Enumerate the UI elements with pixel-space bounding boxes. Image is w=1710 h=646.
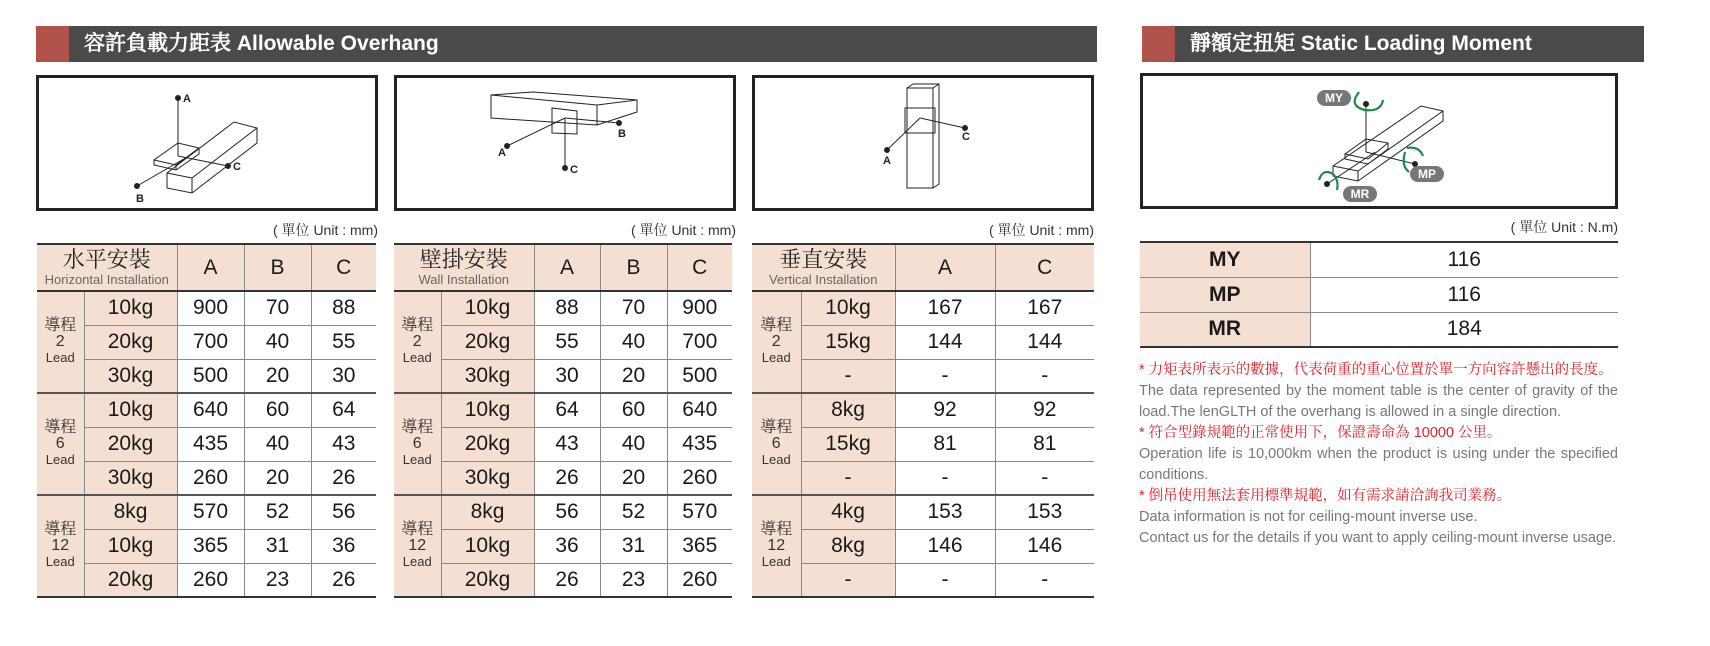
value-cell: 700	[177, 325, 244, 359]
table-row	[37, 291, 376, 325]
load-cell: 20kg	[84, 563, 177, 597]
value-cell: 500	[667, 359, 732, 393]
table-row	[752, 563, 1094, 597]
value-cell: 365	[667, 529, 732, 563]
lead-cell: 導程 6 Lead	[394, 393, 441, 495]
load-cell: 30kg	[441, 359, 534, 393]
moment-label: MP	[1140, 277, 1310, 312]
load-cell: 10kg	[441, 393, 534, 427]
moment-table	[1140, 241, 1618, 348]
value-cell: 88	[311, 291, 376, 325]
value-cell: 31	[244, 529, 311, 563]
lead-cell: 導程 6 Lead	[752, 393, 801, 495]
value-cell: 167	[995, 291, 1094, 325]
value-cell: 43	[534, 427, 600, 461]
lead-cell: 導程 2 Lead	[37, 291, 84, 393]
unit-label: ( 單位 Unit : mm)	[989, 222, 1094, 238]
value-cell: 70	[244, 291, 311, 325]
moment-diagram	[1140, 73, 1618, 209]
load-cell: 30kg	[84, 461, 177, 495]
moment-label: MY	[1140, 242, 1310, 277]
value-cell: 20	[600, 461, 667, 495]
value-cell: -	[995, 359, 1094, 393]
value-cell: 40	[600, 325, 667, 359]
overhang-title: 容許負載力距表 Allowable Overhang	[84, 32, 439, 55]
value-cell: 146	[995, 529, 1094, 563]
value-cell: 900	[667, 291, 732, 325]
moment-row	[1140, 312, 1618, 347]
load-cell: 20kg	[441, 563, 534, 597]
label-c: C	[962, 131, 970, 143]
note-en: The data represented by the moment table is the center of gravity of the load.The lenGLTH of the overhang is allowed in a single direction.	[1139, 383, 1618, 420]
load-cell: 20kg	[84, 427, 177, 461]
value-cell: 144	[895, 325, 995, 359]
column-header: A	[177, 244, 244, 291]
value-cell: 36	[534, 529, 600, 563]
value-cell: 260	[667, 461, 732, 495]
value-cell: 900	[177, 291, 244, 325]
value-cell: -	[995, 563, 1094, 597]
svg-text:MR: MR	[1350, 187, 1370, 201]
label-c: C	[233, 161, 241, 173]
moment-section-header	[1142, 26, 1644, 62]
table-row	[37, 495, 376, 529]
value-cell: 153	[995, 495, 1094, 529]
value-cell: 570	[177, 495, 244, 529]
column-header: B	[244, 244, 311, 291]
value-cell: 26	[534, 563, 600, 597]
value-cell: 88	[534, 291, 600, 325]
load-cell: 15kg	[801, 325, 895, 359]
header-accent	[36, 26, 69, 62]
note-cn: * 倒吊使用無法套用標準規範，如有需求請洽詢我司業務。	[1139, 488, 1512, 504]
value-cell: 70	[600, 291, 667, 325]
value-cell: 365	[177, 529, 244, 563]
value-cell: 40	[600, 427, 667, 461]
table-row	[37, 427, 376, 461]
load-cell: -	[801, 359, 895, 393]
installation-type-header: 垂直安裝 Vertical Installation	[752, 244, 895, 291]
note-en: Operation life is 10,000km when the product is using under the specified conditions.	[1139, 446, 1618, 483]
note-cn: * 力矩表所表示的數據，代表荷重的重心位置於單一方向容許懸出的長度。	[1139, 362, 1613, 378]
table-row	[37, 393, 376, 427]
value-cell: -	[895, 461, 995, 495]
load-cell: 10kg	[84, 393, 177, 427]
table-row	[37, 461, 376, 495]
column-header: A	[534, 244, 600, 291]
table-row	[752, 291, 1094, 325]
table-row	[394, 359, 732, 393]
lead-cell: 導程 12 Lead	[394, 495, 441, 597]
table-row	[394, 393, 732, 427]
load-cell: 20kg	[441, 427, 534, 461]
value-cell: 56	[534, 495, 600, 529]
moment-row	[1140, 277, 1618, 312]
value-cell: 435	[667, 427, 732, 461]
table-row	[752, 427, 1094, 461]
value-cell: 40	[244, 325, 311, 359]
value-cell: 30	[311, 359, 376, 393]
value-cell: 60	[244, 393, 311, 427]
label-b: B	[136, 193, 144, 205]
rotation-arrows-icon	[1319, 92, 1423, 190]
unit-label: ( 單位 Unit : N.m)	[1510, 219, 1618, 235]
table-row	[394, 563, 732, 597]
table-row	[752, 359, 1094, 393]
moment-value: 184	[1310, 312, 1618, 347]
label-a: A	[183, 93, 191, 105]
table-row	[752, 393, 1094, 427]
value-cell: -	[995, 461, 1094, 495]
unit-label: ( 單位 Unit : mm)	[631, 222, 736, 238]
value-cell: 640	[667, 393, 732, 427]
label-a: A	[498, 147, 506, 159]
moment-value: 116	[1310, 242, 1618, 277]
value-cell: 56	[311, 495, 376, 529]
table-row	[394, 291, 732, 325]
value-cell: 500	[177, 359, 244, 393]
value-cell: -	[895, 563, 995, 597]
value-cell: 55	[534, 325, 600, 359]
load-cell: 8kg	[801, 393, 895, 427]
table-row	[394, 427, 732, 461]
value-cell: 700	[667, 325, 732, 359]
value-cell: 153	[895, 495, 995, 529]
lead-cell: 導程 6 Lead	[37, 393, 84, 495]
overhang-table-1	[394, 243, 732, 598]
label-b: B	[618, 128, 626, 140]
value-cell: 40	[244, 427, 311, 461]
value-cell: 146	[895, 529, 995, 563]
vertical-diagram	[752, 75, 1094, 211]
value-cell: 43	[311, 427, 376, 461]
value-cell: -	[895, 359, 995, 393]
table-row	[752, 325, 1094, 359]
value-cell: 20	[244, 461, 311, 495]
header-accent	[1142, 26, 1175, 62]
load-cell: 30kg	[441, 461, 534, 495]
table-row	[394, 461, 732, 495]
load-cell: 8kg	[84, 495, 177, 529]
installation-type-header: 壁掛安裝 Wall Installation	[394, 244, 534, 291]
svg-text:MY: MY	[1325, 91, 1343, 105]
value-cell: 435	[177, 427, 244, 461]
table-row	[394, 495, 732, 529]
column-header: C	[311, 244, 376, 291]
table-row	[752, 495, 1094, 529]
moment-value: 116	[1310, 277, 1618, 312]
value-cell: 30	[534, 359, 600, 393]
notes	[1139, 360, 1618, 549]
note-cn: * 符合型錄規範的正常使用下，保證壽命為 10000 公里。	[1139, 425, 1502, 441]
load-cell: -	[801, 563, 895, 597]
value-cell: 20	[244, 359, 311, 393]
value-cell: 55	[311, 325, 376, 359]
load-cell: 10kg	[441, 529, 534, 563]
table-row	[752, 461, 1094, 495]
table-row	[394, 325, 732, 359]
load-cell: 10kg	[801, 291, 895, 325]
value-cell: 260	[177, 563, 244, 597]
value-cell: 570	[667, 495, 732, 529]
load-cell: 15kg	[801, 427, 895, 461]
column-header: B	[600, 244, 667, 291]
installation-type-header: 水平安裝 Horizontal Installation	[37, 244, 177, 291]
value-cell: 36	[311, 529, 376, 563]
value-cell: 23	[244, 563, 311, 597]
load-cell: 4kg	[801, 495, 895, 529]
value-cell: 31	[600, 529, 667, 563]
value-cell: 23	[600, 563, 667, 597]
load-cell: 30kg	[84, 359, 177, 393]
load-cell: 8kg	[441, 495, 534, 529]
table-row	[37, 563, 376, 597]
lead-cell: 導程 12 Lead	[752, 495, 801, 597]
overhang-section-header	[36, 26, 1097, 62]
label-a: A	[883, 155, 891, 167]
moment-title: 靜額定扭矩 Static Loading Moment	[1190, 32, 1532, 55]
unit-label: ( 單位 Unit : mm)	[273, 222, 378, 238]
value-cell: 640	[177, 393, 244, 427]
load-cell: 10kg	[84, 529, 177, 563]
value-cell: 26	[534, 461, 600, 495]
value-cell: 92	[895, 393, 995, 427]
horizontal-diagram	[36, 75, 378, 211]
load-cell: 10kg	[441, 291, 534, 325]
load-cell: -	[801, 461, 895, 495]
column-header: C	[995, 244, 1094, 291]
load-cell: 20kg	[441, 325, 534, 359]
value-cell: 60	[600, 393, 667, 427]
value-cell: 64	[311, 393, 376, 427]
value-cell: 260	[177, 461, 244, 495]
table-row	[37, 325, 376, 359]
moment-label: MR	[1140, 312, 1310, 347]
value-cell: 92	[995, 393, 1094, 427]
wall-diagram	[394, 75, 736, 211]
load-cell: 10kg	[84, 291, 177, 325]
value-cell: 260	[667, 563, 732, 597]
lead-cell: 導程 2 Lead	[394, 291, 441, 393]
value-cell: 81	[995, 427, 1094, 461]
table-row	[752, 529, 1094, 563]
column-header: A	[895, 244, 995, 291]
value-cell: 64	[534, 393, 600, 427]
label-c: C	[570, 164, 578, 176]
value-cell: 144	[995, 325, 1094, 359]
note-en: Contact us for the details if you want to apply ceiling-mount inverse usage.	[1139, 530, 1617, 546]
value-cell: 52	[244, 495, 311, 529]
overhang-table-0	[37, 243, 376, 598]
value-cell: 52	[600, 495, 667, 529]
overhang-table-2	[752, 243, 1094, 598]
column-header: C	[667, 244, 732, 291]
value-cell: 26	[311, 563, 376, 597]
note-en: Data information is not for ceiling-mount inverse use.	[1139, 509, 1478, 525]
lead-cell: 導程 2 Lead	[752, 291, 801, 393]
table-row	[37, 359, 376, 393]
value-cell: 167	[895, 291, 995, 325]
moment-row	[1140, 242, 1618, 277]
svg-text:MP: MP	[1418, 167, 1436, 181]
lead-cell: 導程 12 Lead	[37, 495, 84, 597]
load-cell: 8kg	[801, 529, 895, 563]
table-row	[394, 529, 732, 563]
load-cell: 20kg	[84, 325, 177, 359]
value-cell: 81	[895, 427, 995, 461]
table-row	[37, 529, 376, 563]
value-cell: 20	[600, 359, 667, 393]
value-cell: 26	[311, 461, 376, 495]
